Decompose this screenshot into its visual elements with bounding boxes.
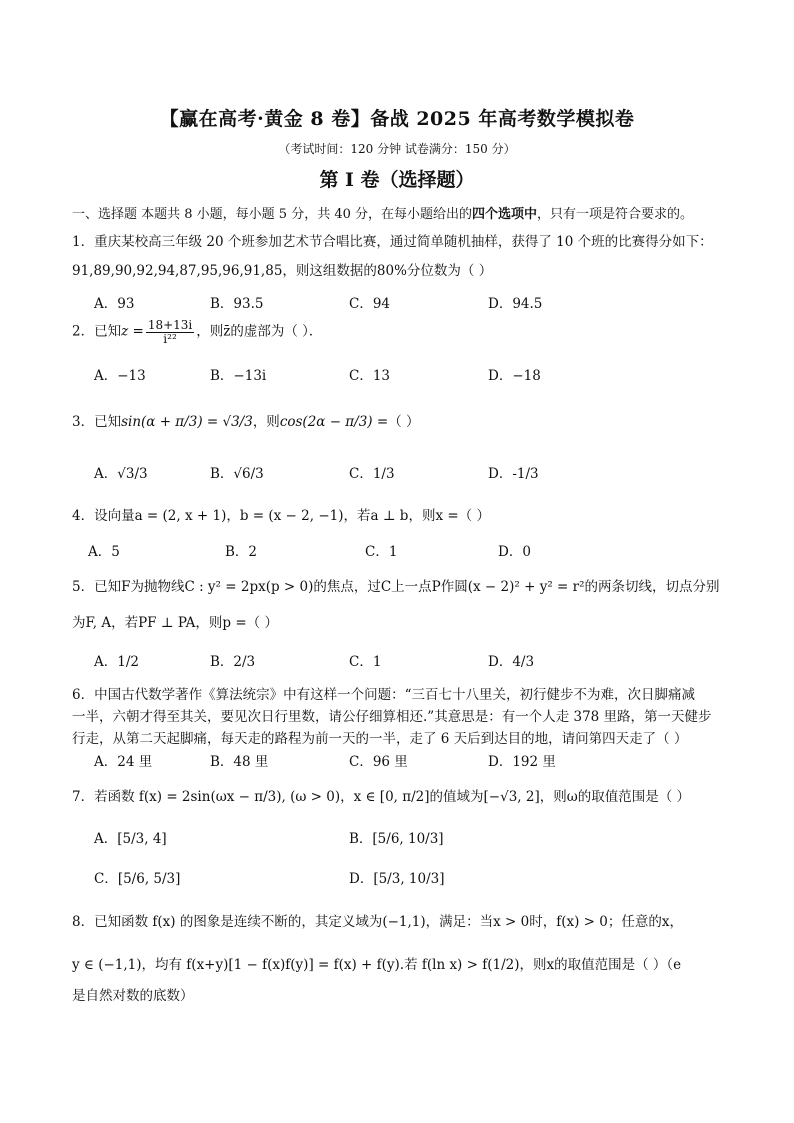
- q6-option-d: D．192 里: [488, 754, 556, 770]
- q3-prefix: 3．已知: [72, 414, 122, 430]
- exam-subtitle: （考试时间：120 分钟 试卷满分：150 分）: [278, 142, 516, 156]
- q2-fraction: [146, 319, 194, 345]
- q2-prefix: 2．已知: [72, 323, 122, 340]
- question-5-line-2: 为F, A，若PF ⊥ PA，则p =（ ）: [72, 615, 278, 631]
- section-instructions: [72, 203, 693, 222]
- q4-option-c: C．1: [365, 544, 398, 560]
- q7-option-d: D．[5/3, 10/3]: [349, 871, 445, 887]
- q5-option-d: D．4/3: [488, 654, 535, 670]
- q3-middle: ，则: [252, 414, 280, 430]
- question-2: [72, 319, 322, 345]
- question-8-line-3: 是自然对数的底数）: [72, 988, 194, 1004]
- q3-cosine-expression: cos(2α − π/3) =: [279, 414, 389, 430]
- question-7: 7．若函数 f(x) = 2sin(ωx − π/3), (ω > 0)，x ∈ [0, π/2]的值域为[−√3, 2]，则ω的取值范围是（ ）: [72, 789, 691, 805]
- q2-numerator: 18+13i: [147, 318, 193, 332]
- q4-option-d: D．0: [498, 544, 531, 560]
- q2-option-c: C．13: [349, 368, 391, 384]
- question-8-line-1: 8．已知函数 f(x) 的图象是连续不断的，其定义域为(−1,1)，满足：当x > 0时，f(x) > 0；任意的x，: [72, 914, 683, 930]
- q2-denominator: i²²: [163, 331, 177, 346]
- question-4: 4．设向量a = (2, x + 1)，b = (x − 2, −1)，若a ⊥ b，则x =（ ）: [72, 508, 490, 524]
- q6-option-a: A．24 里: [94, 754, 153, 770]
- q5-option-c: C．1: [349, 654, 382, 670]
- instructions-part-3: ，只有一项是符合要求的。: [537, 207, 694, 222]
- section-heading: 第 I 卷（选择题）: [319, 169, 475, 191]
- question-3: [72, 410, 419, 430]
- q5-option-a: A．1/2: [94, 654, 139, 670]
- q4-option-b: B．2: [225, 544, 258, 560]
- question-8-line-2: y ∈ (−1,1)，均有 f(x+y)[1 − f(x)f(y)] = f(x) + f(y).若 f(ln x) > f(1/2)，则x的取值范围是（ ）（e: [72, 957, 682, 973]
- question-6-line-1: 6．中国古代数学著作《算法统宗》中有这样一个问题：“三百七十八里关，初行健步不为难，次日脚痛减: [72, 687, 695, 703]
- q6-option-c: C．96 里: [349, 754, 408, 770]
- q3-option-b: B．√6/3: [210, 466, 264, 482]
- q3-option-c: C．1/3: [349, 466, 395, 482]
- q3-option-d: D．-1/3: [488, 466, 539, 482]
- q3-sine-condition: sin(α + π/3) = √3/3: [121, 414, 253, 430]
- q7-option-b: B．[5/6, 10/3]: [349, 831, 444, 847]
- instructions-emphasis: 四个选项中: [472, 207, 538, 222]
- q2-option-a: A．−13: [94, 368, 146, 384]
- question-6-line-2: 一半，六朝才得至其关，要见次日行里数，请公仔细算相还.”其意思是：有一个人走 378 里路，第一天健步: [72, 709, 712, 725]
- q7-option-c: C．[5/6, 5/3]: [94, 871, 181, 887]
- q1-option-b: B．93.5: [210, 296, 264, 312]
- q1-option-d: D．94.5: [488, 296, 543, 312]
- q2-suffix: ，则z̄的虚部为（ ）．: [196, 323, 323, 340]
- q7-option-a: A．[5/3, 4]: [94, 831, 167, 847]
- q3-suffix: （ ）: [388, 414, 420, 430]
- question-1-line-1: 1．重庆某校高三年级 20 个班参加艺术节合唱比赛，通过简单随机抽样，获得了 10 个班的比赛得分如下：: [72, 234, 713, 250]
- q4-option-a: A．5: [88, 544, 120, 560]
- question-5-line-1: 5．已知F为抛物线C : y² = 2px(p > 0)的焦点，过C上一点P作圆(x − 2)² + y² = r²的两条切线，切点分别: [72, 579, 720, 595]
- q2-variable: z =: [121, 323, 144, 340]
- q2-option-b: B．−13i: [210, 368, 267, 384]
- question-6-line-3: 行走，从第二天起脚痛，每天走的路程为前一天的一半，走了 6 天后到达目的地，请问第四天走了（ ）: [72, 731, 688, 747]
- question-1-line-2: 91,89,90,92,94,87,95,96,91,85，则这组数据的80%分位数为（ ）: [72, 263, 493, 279]
- exam-title: 【赢在高考·黄金 8 卷】备战 2025 年高考数学模拟卷: [159, 108, 635, 130]
- q6-option-b: B．48 里: [210, 754, 269, 770]
- q1-option-a: A．93: [94, 296, 135, 312]
- q5-option-b: B．2/3: [210, 654, 256, 670]
- q3-option-a: A．√3/3: [94, 466, 148, 482]
- instructions-part-1: 一、选择题 本题共 8 小题，每小题 5 分，共 40 分，在每小题给出的: [72, 207, 473, 222]
- q1-option-c: C．94: [349, 296, 391, 312]
- q2-option-d: D．−18: [488, 368, 541, 384]
